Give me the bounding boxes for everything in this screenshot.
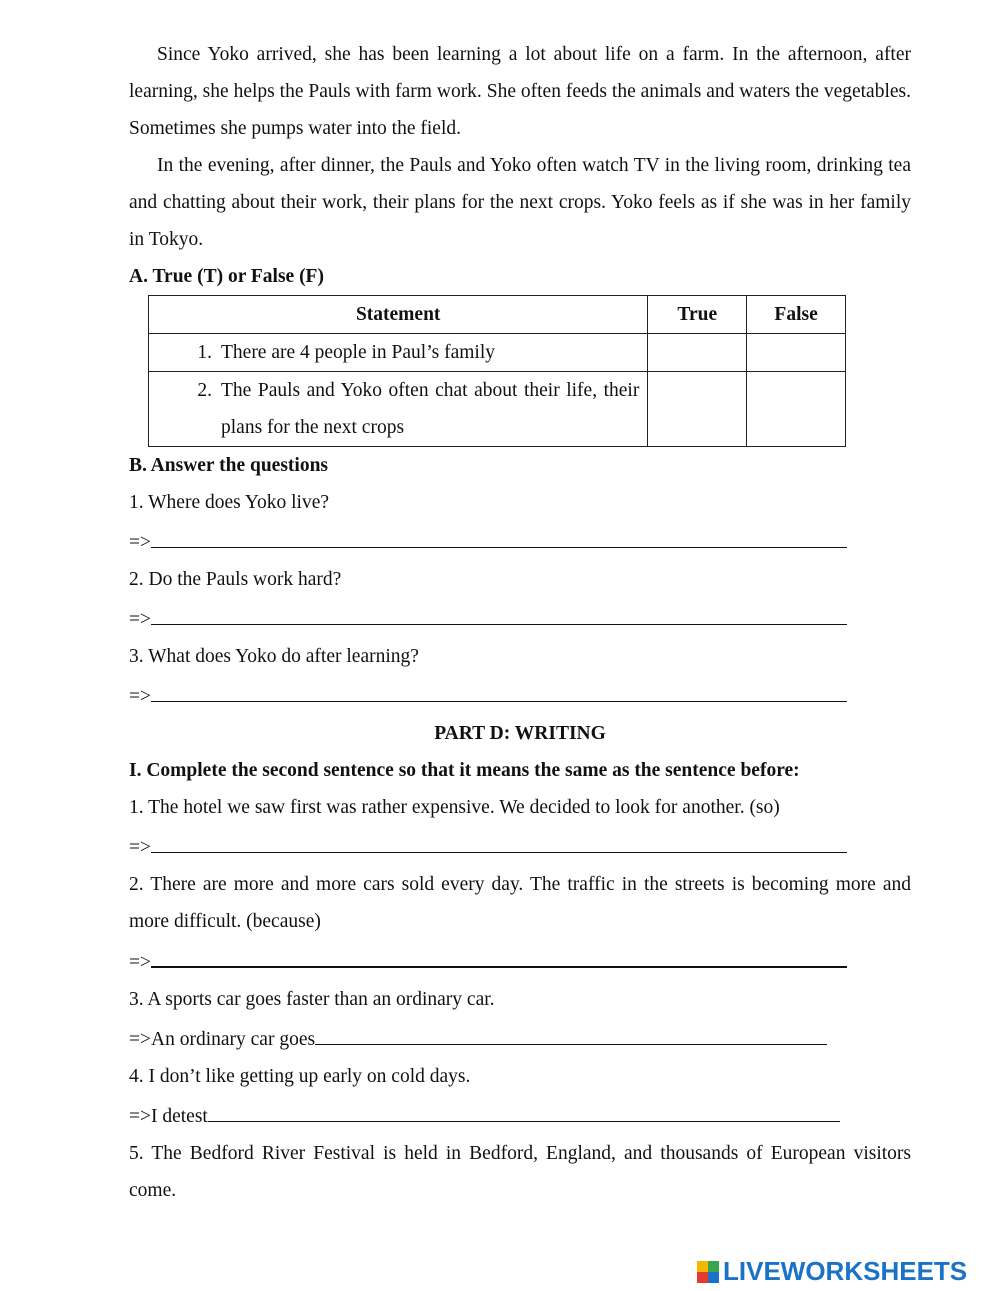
answer-prompt: => <box>129 952 151 973</box>
writing-answer-2 <box>129 940 911 981</box>
answer-blank[interactable] <box>151 521 847 548</box>
writing-item-2: 2. There are more and more cars sold every day. The traffic in the streets is becoming more and more difficult. (because) <box>129 874 911 932</box>
statement-cell <box>149 372 648 447</box>
statement-number: 2. <box>197 380 212 401</box>
false-answer-cell[interactable] <box>747 334 846 372</box>
answer-prompt: => <box>129 609 151 630</box>
liveworksheets-logo <box>697 1256 967 1287</box>
question-1: 1. Where does Yoko live? <box>129 492 330 513</box>
col-true: True <box>648 296 747 334</box>
answer-prompt: =>I detest <box>129 1106 208 1127</box>
answer-blank[interactable] <box>151 940 847 968</box>
answer-blank[interactable] <box>208 1095 840 1122</box>
writing-answer-1 <box>129 826 911 866</box>
writing-item-1: 1. The hotel we saw first was rather expensive. We decided to look for another. (so) <box>129 797 780 818</box>
true-answer-cell[interactable] <box>648 372 747 447</box>
part-d-instruction: I. Complete the second sentence so that it means the same as the sentence before: <box>129 760 800 781</box>
answer-blank[interactable] <box>151 598 847 625</box>
table-row <box>149 372 846 447</box>
reading-paragraph-2: In the evening, after dinner, the Pauls and Yoko often watch TV in the living room, drinking tea and chatting about their work, their plans for the next crops. Yoko feels as if she was in her family in Tokyo. <box>129 155 911 250</box>
writing-item-3: 3. A sports car goes faster than an ordinary car. <box>129 989 495 1010</box>
statement-number: 1. <box>197 342 212 363</box>
answer-blank[interactable] <box>151 675 847 702</box>
answer-blank[interactable] <box>315 1018 827 1045</box>
statement-text: There are 4 people in Paul’s family <box>221 342 495 363</box>
writing-item-5: 5. The Bedford River Festival is held in Bedford, England, and thousands of European visitors come. <box>129 1143 911 1201</box>
part-d-title: PART D: WRITING <box>434 723 606 744</box>
answer-line-2 <box>129 598 911 638</box>
answer-line-3 <box>129 675 911 715</box>
statement-cell <box>149 334 648 372</box>
col-statement: Statement <box>149 296 648 334</box>
false-answer-cell[interactable] <box>747 372 846 447</box>
section-b-heading: B. Answer the questions <box>129 455 329 476</box>
table-row <box>149 334 846 372</box>
true-answer-cell[interactable] <box>648 334 747 372</box>
answer-prompt: => <box>129 837 151 858</box>
reading-paragraph-1: Since Yoko arrived, she has been learning a lot about life on a farm. In the afternoon, after learning, she helps the Pauls with farm work. She often feeds the animals and waters the vegetables. Sometimes she pumps water into the field. <box>129 44 911 139</box>
col-false: False <box>747 296 846 334</box>
answer-line-1 <box>129 521 911 561</box>
statement-text: The Pauls and Yoko often chat about their life, their plans for the next crops <box>221 380 640 438</box>
answer-prompt: => <box>129 532 151 553</box>
true-false-table <box>148 295 846 447</box>
question-3: 3. What does Yoko do after learning? <box>129 646 419 667</box>
section-a-heading: A. True (T) or False (F) <box>129 266 324 287</box>
worksheet-page <box>129 36 911 1209</box>
logo-text: LIVEWORKSHEETS <box>723 1256 968 1286</box>
question-2: 2. Do the Pauls work hard? <box>129 569 342 590</box>
logo-squares-icon <box>697 1261 719 1283</box>
answer-prompt: =>An ordinary car goes <box>129 1029 316 1050</box>
writing-item-4: 4. I don’t like getting up early on cold days. <box>129 1066 471 1087</box>
answer-blank[interactable] <box>151 826 847 853</box>
answer-prompt: => <box>129 686 151 707</box>
writing-answer-4 <box>129 1095 911 1135</box>
writing-answer-3 <box>129 1018 911 1058</box>
